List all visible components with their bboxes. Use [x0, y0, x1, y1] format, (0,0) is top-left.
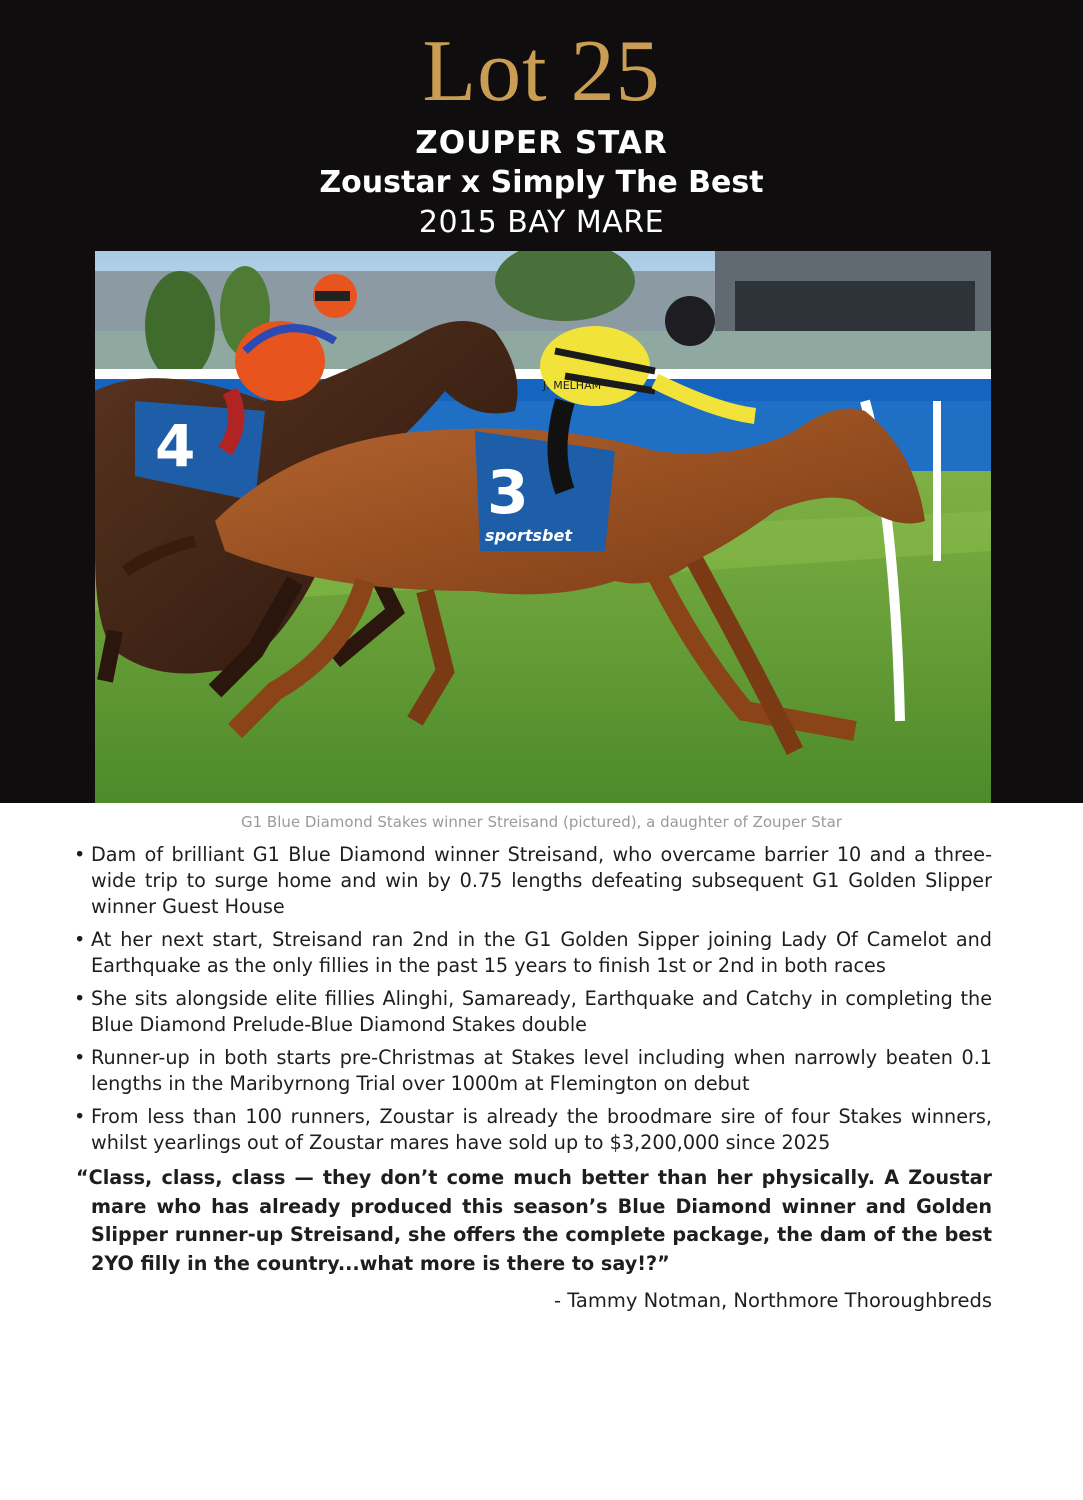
bullet-icon: •: [74, 987, 86, 1010]
bullet-icon: •: [74, 1105, 86, 1128]
list-item: • Runner-up in both starts pre-Christmas at Stakes level including when narrowly beaten 0.1 lengths in the Maribyrnong Trial over 1000m at Flemington on debut: [74, 1046, 992, 1095]
photo-caption: G1 Blue Diamond Stakes winner Streisand (pictured), a daughter of Zouper Star: [240, 813, 843, 831]
list-item: • Dam of brilliant G1 Blue Diamond winner Streisand, who overcame barrier 10 and a three-wide trip to surge home and win by 0.75 lengths defeating subsequent G1 Golden Slipper winner Guest House: [74, 843, 992, 918]
bullet-icon: •: [74, 843, 86, 866]
svg-text:J. MELHAM: J. MELHAM: [543, 379, 602, 392]
bullet-icon: •: [74, 928, 86, 951]
quote-attribution: - Tammy Notman, Northmore Thoroughbreds: [553, 1289, 992, 1312]
highlights-list: [74, 842, 992, 1163]
testimonial-quote: “Class, class, class — they don’t come much better than her physically. A Zoustar mare who has already produced this season’s Blue Diamond winner and Golden Slipper runner-up Streisand, she offers the complete package, the dam of the best 2YO filly in the country...what more is there to say!?”: [76, 1166, 992, 1275]
lot-number: Lot 25: [422, 23, 661, 120]
pedigree: Zoustar x Simply The Best: [319, 165, 764, 200]
list-item: • At her next start, Streisand ran 2nd in the G1 Golden Sipper joining Lady Of Camelot and Earthquake as the only fillies in the past 15 years to finish 1st or 2nd in both races: [74, 928, 992, 977]
svg-text:4: 4: [155, 412, 196, 480]
list-item: • She sits alongside elite fillies Alinghi, Samaready, Earthquake and Catchy in completing the Blue Diamond Prelude-Blue Diamond Stakes double: [74, 987, 992, 1036]
list-item: • From less than 100 runners, Zoustar is already the broodmare sire of four Stakes winners, whilst yearlings out of Zoustar mares have sold up to $3,200,000 since 2025: [74, 1105, 992, 1154]
horse-name: ZOUPER STAR: [415, 125, 668, 161]
svg-text:3: 3: [487, 458, 529, 528]
svg-text:sportsbet: sportsbet: [485, 526, 572, 545]
bullet-icon: •: [74, 1046, 86, 1069]
race-photo: [95, 251, 991, 803]
horse-description: 2015 BAY MARE: [418, 205, 665, 240]
